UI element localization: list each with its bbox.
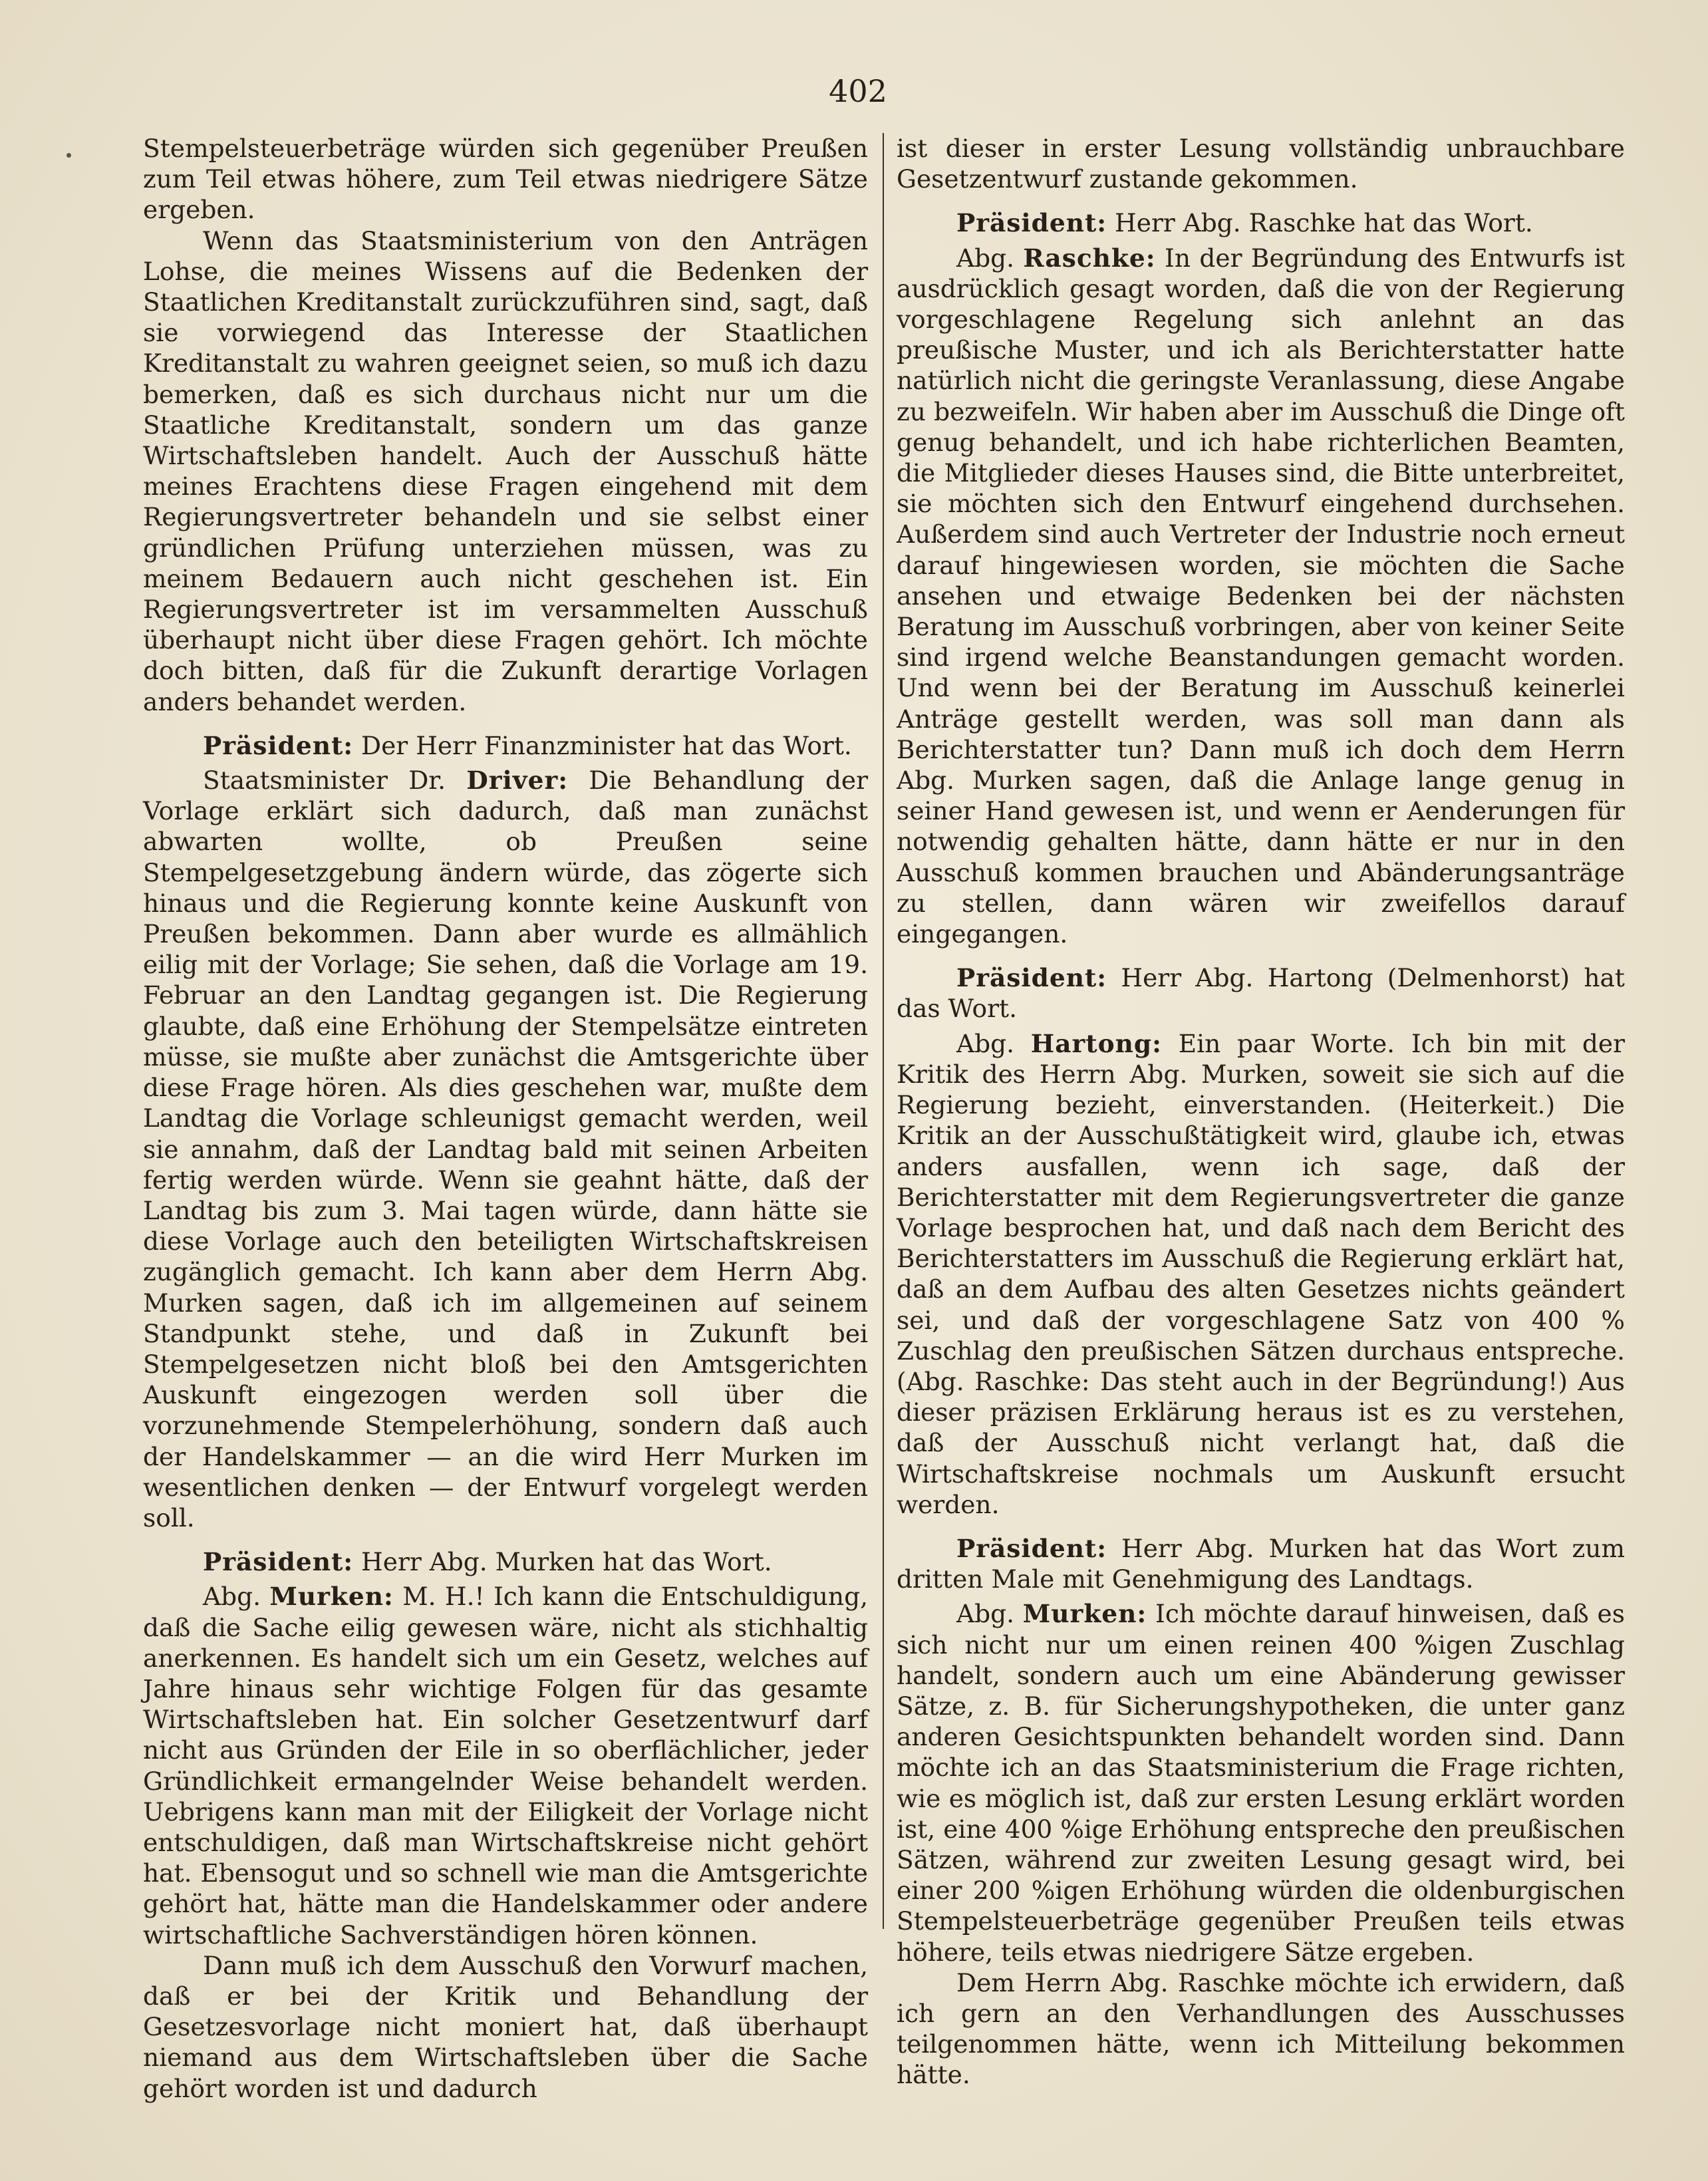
remark-text: Herr Abg. Murken hat das Wort zum dritten Male mit Genehmigung des Landtags. xyxy=(897,1533,1625,1594)
right-column xyxy=(897,133,1625,2091)
speaker-title: Staatsminister Dr. xyxy=(203,766,467,796)
speaker-name: Präsident: xyxy=(956,1533,1107,1563)
remark-text: Herr Abg. Raschke hat das Wort. xyxy=(1107,208,1533,238)
president-remark xyxy=(143,730,868,761)
speech-text: Die Behandlung der Vorlage erklärt sich dadurch, daß man zunächst abwarten wollte, ob Preußen seine Stempelgesetzgebung ändern würde, das zögerte sich hinaus und die Regierung konnte keine Auskunft von Preußen bekommen. Dann aber wurde es allmählich eilig mit der Vorlage; Sie sehen, daß die Vorlage am 19. Februar an den Landtag gegangen ist. Die Regierung glaubte, daß eine Erhöhung der Stempelsätze eintreten müsse, sie mußte aber zunächst die Amtsgerichte über diese Frage hören. Als dies geschehen war, mußte dem Landtag die Vorlage schleunigst gemacht werden, weil sie annahm, daß der Landtag bald mit seinen Arbeiten fertig werden würde. Wenn sie geahnt hätte, daß der Landtag bis zum 3. Mai tagen würde, dann hätte sie diese Vorlage auch den beteiligten Wirtschaftskreisen zugänglich gemacht. Ich kann aber dem Herrn Abg. Murken sagen, daß ich im allgemeinen auf seinem Standpunkt stehe, und daß in Zukunft bei Stempelgesetzen nicht bloß bei den Amtsgerichten Auskunft eingezogen werden soll über die vorzunehmende Stempelerhöhung, sondern daß auch der Handelskammer — an die wird Herr Murken im wesentlichen denken — der Entwurf vorgelegt werden soll. xyxy=(143,766,868,1532)
remark-text: Herr Abg. Murken hat das Wort. xyxy=(353,1547,772,1577)
speech-paragraph xyxy=(143,765,868,1533)
page-number: 402 xyxy=(829,73,887,109)
paragraph: ist dieser in erster Lesung vollständig unbrauchbare Gesetzentwurf zustande gekommen. xyxy=(897,134,1625,194)
speaker-name: Präsident: xyxy=(956,963,1107,993)
speaker-name: Murken: xyxy=(269,1582,394,1612)
speech-text: M. H.! Ich kann die Entschuldigung, daß die Sache eilig gewesen wäre, nicht als stichhaltig anerkennen. Es handelt sich um ein Gesetz, welches auf Jahre hinaus sehr wichtige Folgen für das gesamte Wirtschaftsleben hat. Ein solcher Gesetzentwurf darf nicht aus Gründen der Eile in so oberflächlicher, jeder Gründlichkeit ermangelnder Weise behandelt werden. Uebrigens kann man mit der Eiligkeit der Vorlage nicht entschuldigen, daß man Wirtschaftskreise nicht gehört hat. Ebensogut und so schnell wie man die Amtsgerichte gehört hat, hätte man die Handelskammer oder andere wirtschaftliche Sachverständigen hören können. xyxy=(143,1582,868,1950)
speech-text: In der Begründung des Entwurfs ist ausdrücklich gesagt worden, daß die von der Regierung vorgeschlagene Regelung sich anlehnt an das preußische Muster, und ich als Berichterstatter hatte natürlich nicht die geringste Veranlassung, diese Angabe zu bezweifeln. Wir haben aber im Ausschuß die Dinge oft genug behandelt, und ich habe richterlichen Beamten, die Mitglieder dieses Hauses sind, die Bitte unterbreitet, sie möchten sich den Entwurf eingehend durchsehen. Außerdem sind auch Vertreter der Industrie noch erneut darauf hingewiesen worden, sie möchten die Sache ansehen und etwaige Bedenken bei der nächsten Beratung im Ausschuß vorbringen, aber von keiner Seite sind irgend welche Beanstandungen gemacht worden. Und wenn bei der Beratung im Ausschuß keinerlei Anträge gestellt werden, was soll man dann als Berichterstatter tun? Dann muß ich doch dem Herrn Abg. Murken sagen, daß die Anlage lange genug in seiner Hand gewesen ist, und wenn er Aenderungen für notwendig gehalten hätte, dann hätte er nur in den Ausschuß kommen brauchen und Abänderungsanträge zu stellen, dann wären wir zweifellos darauf eingegangen. xyxy=(897,243,1625,949)
paragraph: Stempelsteuerbeträge würden sich gegenüber Preußen zum Teil etwas höhere, zum Teil etwas niedrigere Sätze ergeben. xyxy=(143,134,868,225)
speaker-name: Raschke: xyxy=(1023,243,1156,273)
speaker-name: Präsident: xyxy=(203,1547,354,1577)
president-remark xyxy=(897,208,1625,238)
speaker-name: Präsident: xyxy=(203,730,354,760)
speech-text: Ein paar Worte. Ich bin mit der Kritik des Herrn Abg. Murken, soweit sie sich auf die Regierung bezieht, einverstanden. (Heiterkeit.) Die Kritik an der Ausschußtätigkeit wird, glaube ich, etwas anders ausfallen, wenn ich sage, daß der Berichterstatter mit dem Regierungsvertreter die ganze Vorlage besprochen hat, und daß nach dem Bericht des Berichterstatters im Ausschuß die Regierung erklärt hat, daß an dem Aufbau des alten Gesetzes nichts geändert sei, und daß der vorgeschlagene Satz von 400 % Zuschlag den preußischen Sätzen durchaus entspreche. (Abg. Raschke: Das steht auch in der Begründung!) Aus dieser präzisen Erklärung heraus ist es zu verstehen, daß der Ausschuß nicht verlangt hat, daß die Wirtschaftskreise nochmals um Auskunft ersucht werden. xyxy=(897,1028,1625,1519)
speaker-name: Präsident: xyxy=(956,208,1107,238)
speaker-title: Abg. xyxy=(203,1582,270,1612)
margin-speck xyxy=(67,153,71,158)
speech-paragraph xyxy=(143,1581,868,1950)
speech-paragraph xyxy=(897,1028,1625,1520)
remark-text: Herr Abg. Hartong (Delmenhorst) hat das Wort. xyxy=(897,963,1625,1024)
paragraph: Wenn das Staatsministerium von den Anträgen Lohse, die meines Wissens auf die Bedenken der Staatlichen Kreditanstalt zurückzuführen sind, sagt, daß sie vorwiegend das Interesse der Staatlichen Kreditanstalt zu wahren geeignet seien, so muß ich dazu bemerken, daß es sich durchaus nicht nur um die Staatliche Kreditanstalt, sondern um das ganze Wirtschaftsleben handelt. Auch der Ausschuß hätte meines Erachtens diese Fragen eingehend mit dem Regierungsvertreter behandeln und sie selbst einer gründlichen Prüfung unterziehen müssen, was zu meinem Bedauern auch nicht geschehen ist. Ein Regierungsvertreter ist im versammelten Ausschuß überhaupt nicht über diese Fragen gehört. Ich möchte doch bitten, daß für die Zukunft derartige Vorlagen anders behandet werden. xyxy=(143,225,868,716)
speaker-name: Hartong: xyxy=(1030,1028,1162,1058)
president-remark xyxy=(897,962,1625,1024)
speaker-title: Abg. xyxy=(956,1599,1023,1629)
speech-paragraph xyxy=(897,1598,1625,1967)
speaker-name: Driver: xyxy=(466,766,569,796)
paragraph: Dann muß ich dem Ausschuß den Vorwurf machen, daß er bei der Kritik und Behandlung der Gesetzesvorlage nicht moniert hat, daß überhaupt niemand aus dem Wirtschaftsleben über die Sache gehört worden ist und dadurch xyxy=(143,1950,868,2103)
speaker-title: Abg. xyxy=(956,1028,1031,1058)
president-remark xyxy=(143,1546,868,1577)
remark-text: Der Herr Finanzminister hat das Wort. xyxy=(353,730,852,760)
speech-paragraph xyxy=(897,243,1625,950)
speaker-title: Abg. xyxy=(956,243,1024,273)
speaker-name: Murken: xyxy=(1022,1599,1147,1629)
paragraph: Dem Herrn Abg. Raschke möchte ich erwidern, daß ich gern an den Verhandlungen des Ausschusses teilgenommen hätte, wenn ich Mitteilung bekommen hätte. xyxy=(897,1967,1625,2090)
left-column xyxy=(143,133,868,2104)
president-remark xyxy=(897,1533,1625,1594)
column-divider xyxy=(883,133,884,1929)
speech-text: Ich möchte darauf hinweisen, daß es sich nicht nur um einen reinen 400 %igen Zuschlag handelt, sondern auch um eine Abänderung gewisser Sätze, z. B. für Sicherungshypotheken, die unter ganz anderen Gesichtspunkten behandelt worden sind. Dann möchte ich an das Staatsministerium die Frage richten, wie es möglich ist, daß zur ersten Lesung erklärt worden ist, eine 400 %ige Erhöhung entspreche den preußischen Sätzen, während zur zweiten Lesung gesagt wird, bei einer 200 %igen Erhöhung würden die oldenburgischen Stempelsteuerbeträge gegenüber Preußen teils etwas höhere, teils etwas niedrigere Sätze ergeben. xyxy=(897,1599,1625,1967)
